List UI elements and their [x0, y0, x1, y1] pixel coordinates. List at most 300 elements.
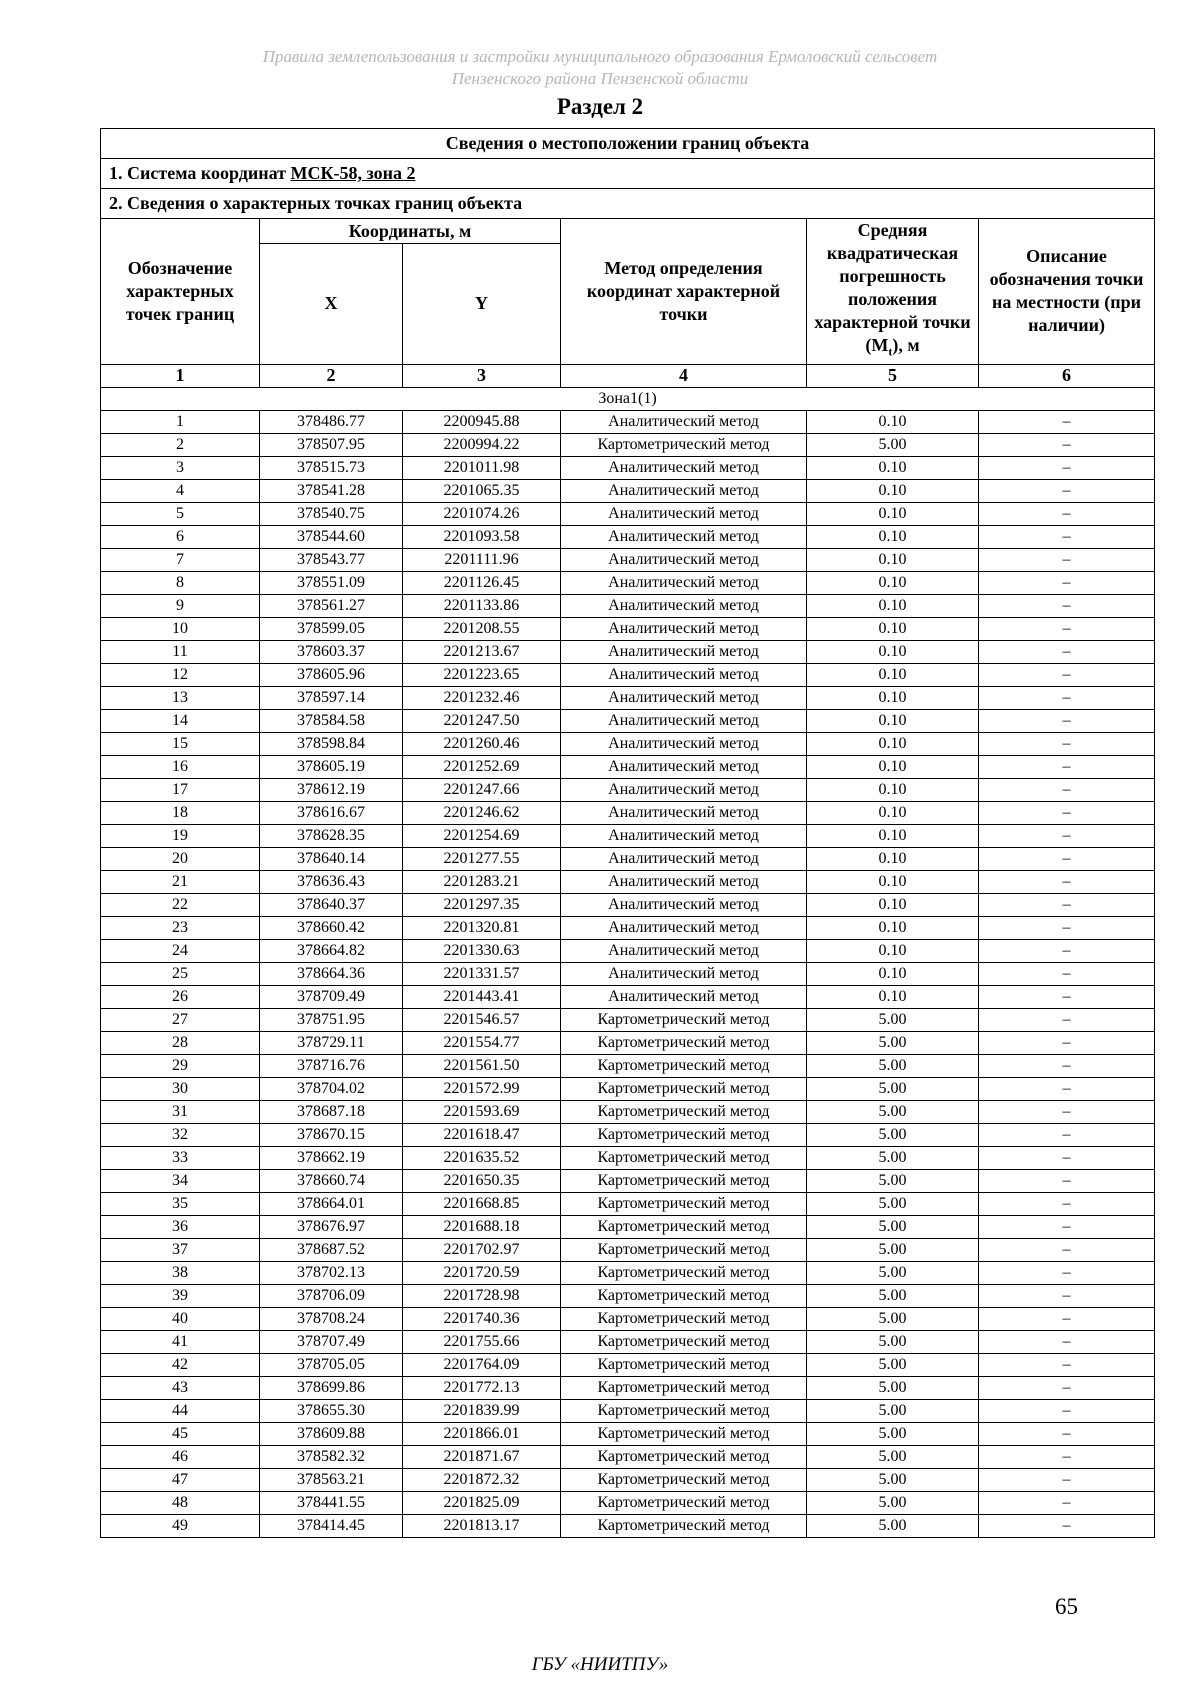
y-cell: 2201554.77 [403, 1031, 561, 1054]
point-id-cell: 6 [101, 525, 260, 548]
error-cell: 5.00 [807, 1008, 979, 1031]
description-cell: – [979, 617, 1155, 640]
method-cell: Картометрический метод [561, 1376, 807, 1399]
method-cell: Картометрический метод [561, 1077, 807, 1100]
x-cell: 378414.45 [260, 1514, 403, 1537]
y-cell: 2201618.47 [403, 1123, 561, 1146]
method-cell: Аналитический метод [561, 709, 807, 732]
point-id-cell: 31 [101, 1100, 260, 1123]
table-row [101, 1077, 1155, 1100]
method-cell: Аналитический метод [561, 686, 807, 709]
y-cell: 2201320.81 [403, 916, 561, 939]
description-cell: – [979, 1399, 1155, 1422]
error-cell: 0.10 [807, 456, 979, 479]
description-cell: – [979, 1445, 1155, 1468]
point-id-cell: 37 [101, 1238, 260, 1261]
description-cell: – [979, 1100, 1155, 1123]
error-cell: 0.10 [807, 732, 979, 755]
table-row [101, 594, 1155, 617]
method-cell: Картометрический метод [561, 1445, 807, 1468]
error-cell: 5.00 [807, 1330, 979, 1353]
method-cell: Аналитический метод [561, 571, 807, 594]
description-cell: – [979, 640, 1155, 663]
x-cell: 378705.05 [260, 1353, 403, 1376]
description-cell: – [979, 755, 1155, 778]
y-cell: 2201247.50 [403, 709, 561, 732]
column-number: 1 [101, 364, 260, 387]
points-heading: 2. Сведения о характерных точках границ объекта [101, 189, 1155, 219]
table-row [101, 479, 1155, 502]
method-cell: Картометрический метод [561, 1054, 807, 1077]
method-cell: Аналитический метод [561, 502, 807, 525]
method-cell: Аналитический метод [561, 617, 807, 640]
description-cell: – [979, 1054, 1155, 1077]
method-cell: Аналитический метод [561, 893, 807, 916]
table-row [101, 525, 1155, 548]
method-cell: Аналитический метод [561, 594, 807, 617]
x-cell: 378628.35 [260, 824, 403, 847]
table-row [101, 1215, 1155, 1238]
error-cell: 5.00 [807, 1192, 979, 1215]
method-cell: Аналитический метод [561, 732, 807, 755]
x-cell: 378655.30 [260, 1399, 403, 1422]
point-id-cell: 42 [101, 1353, 260, 1376]
description-cell: – [979, 870, 1155, 893]
description-cell: – [979, 1330, 1155, 1353]
column-header-row-1 [101, 219, 1155, 244]
description-cell: – [979, 433, 1155, 456]
description-cell: – [979, 893, 1155, 916]
point-id-cell: 3 [101, 456, 260, 479]
coord-system-label: 1. Система координат [109, 163, 291, 183]
description-cell: – [979, 1376, 1155, 1399]
table-caption: Сведения о местоположении границ объекта [101, 129, 1155, 159]
method-cell: Картометрический метод [561, 1100, 807, 1123]
error-cell: 0.10 [807, 755, 979, 778]
zone-label: Зона1(1) [101, 387, 1155, 410]
table-row [101, 985, 1155, 1008]
table-row [101, 962, 1155, 985]
coord-system-cell [101, 159, 1155, 189]
table-row [101, 1399, 1155, 1422]
error-cell: 0.10 [807, 548, 979, 571]
method-cell: Аналитический метод [561, 755, 807, 778]
description-cell: – [979, 479, 1155, 502]
table-row [101, 410, 1155, 433]
coord-system-value: МСК-58, зона 2 [290, 163, 416, 183]
y-cell: 2201813.17 [403, 1514, 561, 1537]
description-cell: – [979, 1238, 1155, 1261]
description-cell: – [979, 1123, 1155, 1146]
y-cell: 2201093.58 [403, 525, 561, 548]
header-method: Метод определения координат характерной точки [561, 219, 807, 365]
table-row [101, 686, 1155, 709]
x-cell: 378676.97 [260, 1215, 403, 1238]
error-cell: 0.10 [807, 870, 979, 893]
table-row [101, 1008, 1155, 1031]
table-row [101, 548, 1155, 571]
method-cell: Аналитический метод [561, 801, 807, 824]
table-row [101, 778, 1155, 801]
y-cell: 2201443.41 [403, 985, 561, 1008]
error-cell: 5.00 [807, 1077, 979, 1100]
y-cell: 2201702.97 [403, 1238, 561, 1261]
method-cell: Аналитический метод [561, 479, 807, 502]
method-cell: Аналитический метод [561, 548, 807, 571]
point-id-cell: 48 [101, 1491, 260, 1514]
table-row [101, 824, 1155, 847]
table-row [101, 732, 1155, 755]
method-cell: Картометрический метод [561, 1307, 807, 1330]
y-cell: 2201126.45 [403, 571, 561, 594]
description-cell: – [979, 1491, 1155, 1514]
y-cell: 2201065.35 [403, 479, 561, 502]
y-cell: 2201772.13 [403, 1376, 561, 1399]
point-id-cell: 49 [101, 1514, 260, 1537]
error-cell: 5.00 [807, 1422, 979, 1445]
description-cell: – [979, 502, 1155, 525]
method-cell: Картометрический метод [561, 1399, 807, 1422]
method-cell: Картометрический метод [561, 1284, 807, 1307]
error-cell: 0.10 [807, 663, 979, 686]
method-cell: Картометрический метод [561, 1215, 807, 1238]
description-cell: – [979, 1031, 1155, 1054]
error-cell: 0.10 [807, 824, 979, 847]
description-cell: – [979, 548, 1155, 571]
point-id-cell: 7 [101, 548, 260, 571]
error-cell: 0.10 [807, 985, 979, 1008]
error-cell: 0.10 [807, 640, 979, 663]
y-cell: 2201133.86 [403, 594, 561, 617]
table-row [101, 1146, 1155, 1169]
column-number: 3 [403, 364, 561, 387]
x-cell: 378541.28 [260, 479, 403, 502]
table-row [101, 1054, 1155, 1077]
description-cell: – [979, 709, 1155, 732]
x-cell: 378612.19 [260, 778, 403, 801]
coord-system-row [101, 159, 1155, 189]
table-row [101, 1514, 1155, 1537]
header-point-id: Обозначение характерных точек границ [101, 219, 260, 365]
point-id-cell: 21 [101, 870, 260, 893]
point-id-cell: 41 [101, 1330, 260, 1353]
method-cell: Аналитический метод [561, 525, 807, 548]
table-row [101, 1100, 1155, 1123]
x-cell: 378486.77 [260, 410, 403, 433]
error-cell: 0.10 [807, 594, 979, 617]
method-cell: Картометрический метод [561, 1192, 807, 1215]
table-row [101, 617, 1155, 640]
error-cell: 0.10 [807, 709, 979, 732]
point-id-cell: 10 [101, 617, 260, 640]
description-cell: – [979, 732, 1155, 755]
error-cell: 5.00 [807, 1284, 979, 1307]
y-cell: 2201011.98 [403, 456, 561, 479]
y-cell: 2201635.52 [403, 1146, 561, 1169]
running-header-line-2: Пензенского района Пензенской области [451, 69, 749, 88]
table-row [101, 709, 1155, 732]
y-cell: 2201074.26 [403, 502, 561, 525]
method-cell: Картометрический метод [561, 1123, 807, 1146]
table-row [101, 640, 1155, 663]
description-cell: – [979, 1215, 1155, 1238]
table-row [101, 893, 1155, 916]
table-body [101, 410, 1155, 1537]
point-id-cell: 43 [101, 1376, 260, 1399]
x-cell: 378543.77 [260, 548, 403, 571]
page-number: 65 [1055, 1594, 1078, 1619]
x-cell: 378687.52 [260, 1238, 403, 1261]
description-cell: – [979, 525, 1155, 548]
table-row [101, 1238, 1155, 1261]
error-cell: 5.00 [807, 1238, 979, 1261]
point-id-cell: 36 [101, 1215, 260, 1238]
method-cell: Аналитический метод [561, 824, 807, 847]
point-id-cell: 26 [101, 985, 260, 1008]
method-cell: Картометрический метод [561, 1330, 807, 1353]
table-row [101, 1491, 1155, 1514]
header-coords: Координаты, м [260, 219, 561, 244]
y-cell: 2201561.50 [403, 1054, 561, 1077]
column-number: 6 [979, 364, 1155, 387]
point-id-cell: 39 [101, 1284, 260, 1307]
x-cell: 378563.21 [260, 1468, 403, 1491]
y-cell: 2201866.01 [403, 1422, 561, 1445]
x-cell: 378605.96 [260, 663, 403, 686]
description-cell: – [979, 1169, 1155, 1192]
method-cell: Картометрический метод [561, 1169, 807, 1192]
footer: ГБУ «НИИТПУ» [531, 1654, 669, 1675]
table-caption-row [101, 129, 1155, 159]
table-row [101, 571, 1155, 594]
error-cell: 5.00 [807, 1031, 979, 1054]
method-cell: Картометрический метод [561, 1353, 807, 1376]
x-cell: 378540.75 [260, 502, 403, 525]
point-id-cell: 15 [101, 732, 260, 755]
x-cell: 378699.86 [260, 1376, 403, 1399]
point-id-cell: 16 [101, 755, 260, 778]
column-number: 4 [561, 364, 807, 387]
x-cell: 378751.95 [260, 1008, 403, 1031]
description-cell: – [979, 985, 1155, 1008]
error-cell: 0.10 [807, 525, 979, 548]
point-id-cell: 28 [101, 1031, 260, 1054]
table-row [101, 1261, 1155, 1284]
table-row [101, 456, 1155, 479]
method-cell: Аналитический метод [561, 640, 807, 663]
x-cell: 378582.32 [260, 1445, 403, 1468]
y-cell: 2201223.65 [403, 663, 561, 686]
point-id-cell: 24 [101, 939, 260, 962]
point-id-cell: 12 [101, 663, 260, 686]
point-id-cell: 1 [101, 410, 260, 433]
y-cell: 2201260.46 [403, 732, 561, 755]
method-cell: Картометрический метод [561, 433, 807, 456]
error-cell: 0.10 [807, 939, 979, 962]
error-cell: 5.00 [807, 1376, 979, 1399]
x-cell: 378664.01 [260, 1192, 403, 1215]
description-cell: – [979, 1422, 1155, 1445]
column-number: 2 [260, 364, 403, 387]
error-cell: 5.00 [807, 1491, 979, 1514]
method-cell: Картометрический метод [561, 1238, 807, 1261]
point-id-cell: 11 [101, 640, 260, 663]
x-cell: 378441.55 [260, 1491, 403, 1514]
description-cell: – [979, 1146, 1155, 1169]
y-cell: 2201232.46 [403, 686, 561, 709]
error-cell: 0.10 [807, 686, 979, 709]
x-cell: 378605.19 [260, 755, 403, 778]
x-cell: 378640.37 [260, 893, 403, 916]
method-cell: Картометрический метод [561, 1261, 807, 1284]
error-cell: 0.10 [807, 847, 979, 870]
description-cell: – [979, 410, 1155, 433]
x-cell: 378551.09 [260, 571, 403, 594]
point-id-cell: 4 [101, 479, 260, 502]
point-id-cell: 19 [101, 824, 260, 847]
y-cell: 2201740.36 [403, 1307, 561, 1330]
description-cell: – [979, 456, 1155, 479]
error-cell: 5.00 [807, 433, 979, 456]
description-cell: – [979, 1353, 1155, 1376]
x-cell: 378687.18 [260, 1100, 403, 1123]
table-row [101, 502, 1155, 525]
x-cell: 378636.43 [260, 870, 403, 893]
table-row [101, 1468, 1155, 1491]
point-id-cell: 8 [101, 571, 260, 594]
error-cell: 0.10 [807, 916, 979, 939]
x-cell: 378662.19 [260, 1146, 403, 1169]
x-cell: 378660.74 [260, 1169, 403, 1192]
error-cell: 5.00 [807, 1169, 979, 1192]
method-cell: Аналитический метод [561, 870, 807, 893]
y-cell: 2201208.55 [403, 617, 561, 640]
x-cell: 378716.76 [260, 1054, 403, 1077]
y-cell: 2201593.69 [403, 1100, 561, 1123]
table-row [101, 939, 1155, 962]
error-cell: 5.00 [807, 1353, 979, 1376]
x-cell: 378507.95 [260, 433, 403, 456]
y-cell: 2201728.98 [403, 1284, 561, 1307]
x-cell: 378599.05 [260, 617, 403, 640]
y-cell: 2201331.57 [403, 962, 561, 985]
table-row [101, 433, 1155, 456]
method-cell: Аналитический метод [561, 847, 807, 870]
y-cell: 2201247.66 [403, 778, 561, 801]
table-row [101, 1307, 1155, 1330]
method-cell: Аналитический метод [561, 985, 807, 1008]
description-cell: – [979, 1307, 1155, 1330]
x-cell: 378597.14 [260, 686, 403, 709]
method-cell: Картометрический метод [561, 1468, 807, 1491]
point-id-cell: 29 [101, 1054, 260, 1077]
point-id-cell: 2 [101, 433, 260, 456]
x-cell: 378640.14 [260, 847, 403, 870]
table-row [101, 1330, 1155, 1353]
description-cell: – [979, 916, 1155, 939]
table-row [101, 1445, 1155, 1468]
method-cell: Аналитический метод [561, 939, 807, 962]
table-row [101, 1376, 1155, 1399]
table-row [101, 1031, 1155, 1054]
y-cell: 2201688.18 [403, 1215, 561, 1238]
table-row [101, 1192, 1155, 1215]
error-cell: 5.00 [807, 1307, 979, 1330]
y-cell: 2201283.21 [403, 870, 561, 893]
y-cell: 2201572.99 [403, 1077, 561, 1100]
description-cell: – [979, 686, 1155, 709]
point-id-cell: 9 [101, 594, 260, 617]
point-id-cell: 17 [101, 778, 260, 801]
x-cell: 378708.24 [260, 1307, 403, 1330]
x-cell: 378664.82 [260, 939, 403, 962]
point-id-cell: 47 [101, 1468, 260, 1491]
error-cell: 5.00 [807, 1261, 979, 1284]
description-cell: – [979, 1468, 1155, 1491]
point-id-cell: 45 [101, 1422, 260, 1445]
x-cell: 378544.60 [260, 525, 403, 548]
error-cell: 0.10 [807, 893, 979, 916]
header-error: Средняя квадратическая погрешность положения характерной точки $(M_t)$, м [807, 219, 979, 365]
point-id-cell: 22 [101, 893, 260, 916]
error-cell: 5.00 [807, 1399, 979, 1422]
description-cell: – [979, 1284, 1155, 1307]
point-id-cell: 46 [101, 1445, 260, 1468]
table-row [101, 801, 1155, 824]
y-cell: 2201546.57 [403, 1008, 561, 1031]
table-row [101, 1422, 1155, 1445]
y-cell: 2201764.09 [403, 1353, 561, 1376]
point-id-cell: 13 [101, 686, 260, 709]
column-number-row [101, 364, 1155, 387]
y-cell: 2201330.63 [403, 939, 561, 962]
point-id-cell: 18 [101, 801, 260, 824]
error-cell: 0.10 [807, 571, 979, 594]
x-cell: 378609.88 [260, 1422, 403, 1445]
x-cell: 378584.58 [260, 709, 403, 732]
error-cell: 0.10 [807, 410, 979, 433]
error-cell: 5.00 [807, 1468, 979, 1491]
description-cell: – [979, 1192, 1155, 1215]
column-number: 5 [807, 364, 979, 387]
description-cell: – [979, 847, 1155, 870]
point-id-cell: 23 [101, 916, 260, 939]
y-cell: 2201213.67 [403, 640, 561, 663]
zone-row [101, 387, 1155, 410]
point-id-cell: 27 [101, 1008, 260, 1031]
header-description: Описание обозначения точки на местности (при наличии) [979, 219, 1155, 365]
x-cell: 378515.73 [260, 456, 403, 479]
table-row [101, 870, 1155, 893]
x-cell: 378704.02 [260, 1077, 403, 1100]
x-cell: 378709.49 [260, 985, 403, 1008]
method-cell: Аналитический метод [561, 962, 807, 985]
point-id-cell: 44 [101, 1399, 260, 1422]
error-cell: 0.10 [807, 479, 979, 502]
description-cell: – [979, 594, 1155, 617]
y-cell: 2201650.35 [403, 1169, 561, 1192]
description-cell: – [979, 571, 1155, 594]
table-row [101, 1169, 1155, 1192]
error-cell: 5.00 [807, 1215, 979, 1238]
table-row [101, 663, 1155, 686]
x-cell: 378670.15 [260, 1123, 403, 1146]
error-cell: 0.10 [807, 502, 979, 525]
error-cell: 0.10 [807, 778, 979, 801]
point-id-cell: 25 [101, 962, 260, 985]
description-cell: – [979, 962, 1155, 985]
method-cell: Аналитический метод [561, 916, 807, 939]
